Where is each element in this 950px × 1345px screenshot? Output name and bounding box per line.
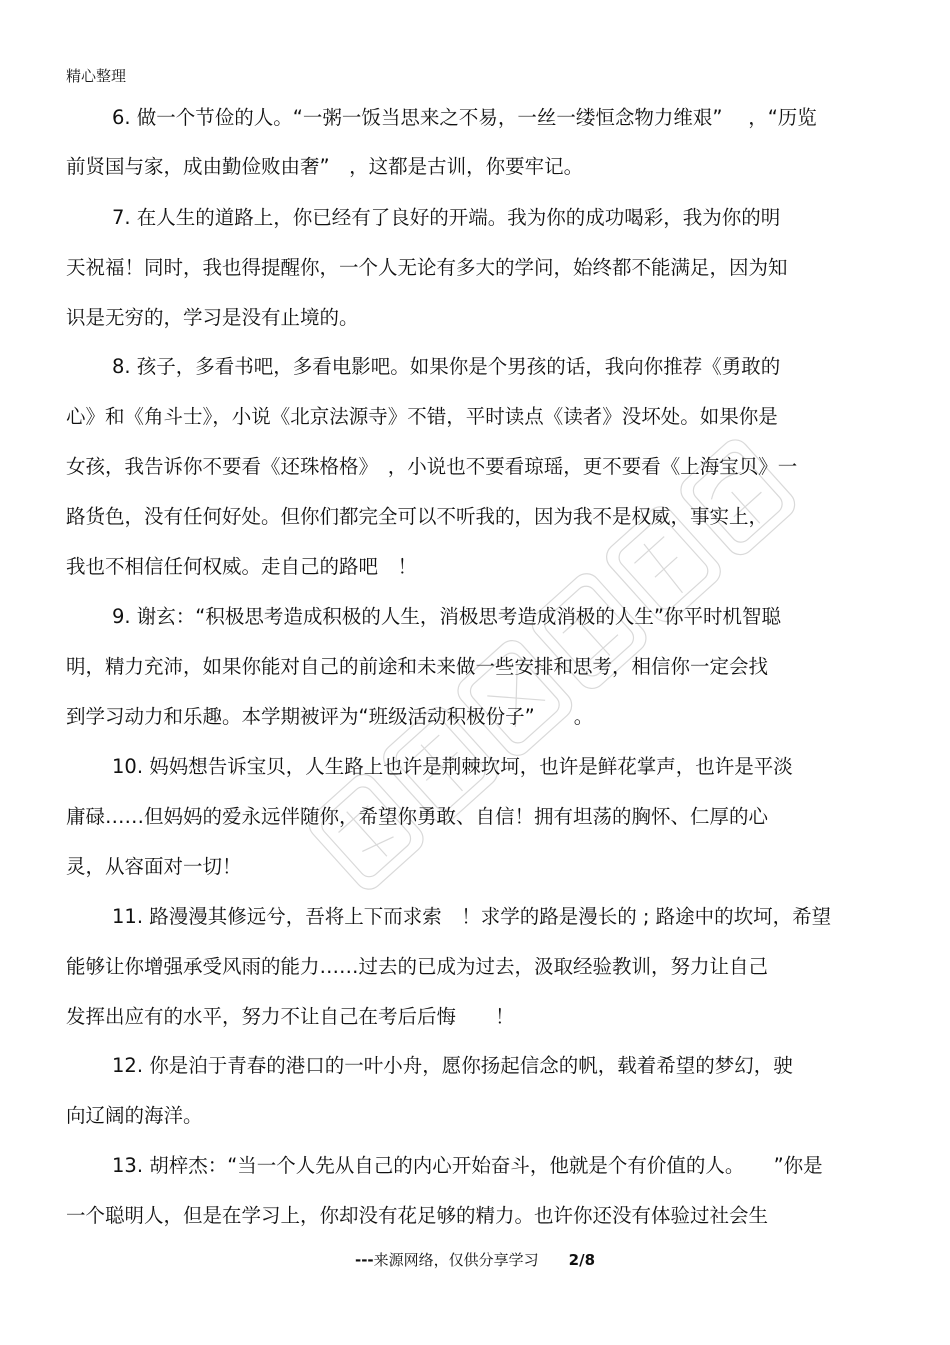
paragraph-10-line-1: 10. 妈妈想告诉宝贝，人生路上也许是荆棘坎坷，也许是鲜花掌声，也许是平淡 [112,755,793,778]
paragraph-9-line-1: 9. 谢玄：“积极思考造成积极的人生，消极思考造成消极的人生”你平时机智聪 [112,605,782,628]
paragraph-7-line-2: 天祝福！同时，我也得提醒你，一个人无论有多大的学问，始终都不能满足，因为知 [66,256,788,279]
footer-dash: --- [354,1251,374,1269]
paragraph-8-line-2: 心》和《角斗士》，小说《北京法源寺》不错，平时读点《读者》没坏处。如果你是 [66,405,778,428]
paragraph-12-line-1: 12. 你是泊于青春的港口的一叶小舟，愿你扬起信念的帆，载着希望的梦幻，驶 [112,1054,793,1077]
paragraph-10-line-2: 庸碌……但妈妈的爱永远伴随你，希望你勇敢、自信！拥有坦荡的胸怀、仁厚的心 [66,805,769,828]
page-footer [0,1250,950,1270]
paragraph-13-line-1: 13. 胡梓杰：“当一个人先从自己的内心开始奋斗，他就是个有价值的人。 ”你是 [112,1154,823,1177]
footer-source: 来源网络，仅供分享学习 [373,1251,539,1269]
paragraph-7-line-3: 识是无穷的，学习是没有止境的。 [66,306,359,329]
paragraph-8-line-4: 路货色，没有任何好处。但你们都完全可以不听我的，因为我不是权威，事实上， [66,505,769,528]
paragraph-7-line-1: 7. 在人生的道路上，你已经有了良好的开端。我为你的成功喝彩，我为你的明 [112,206,781,229]
page-number: 2/8 [568,1251,596,1269]
paragraph-6-line-2: 前贤国与家，成由勤俭败由奢” ，这都是古训，你要牢记。 [66,155,584,178]
paragraph-9-line-2: 明，精力充沛，如果你能对自己的前途和未来做一些安排和思考，相信你一定会找 [66,655,769,678]
paragraph-11-line-3: 发挥出应有的水平，努力不让自己在考后后悔 ！ [66,1005,515,1028]
paragraph-12-line-2: 向辽阔的海洋。 [66,1104,203,1127]
paragraph-8-line-3: 女孩，我告诉你不要看《还珠格格》 ，小说也不要看琼瑶，更不要看《上海宝贝》一 [66,455,798,478]
paragraph-13-line-2: 一个聪明人，但是在学习上，你却没有花足够的精力。也许你还没有体验过社会生 [66,1204,769,1227]
paragraph-8-line-5: 我也不相信任何权威。走自己的路吧 ！ [66,555,418,578]
paragraph-8-line-1: 8. 孩子，多看书吧，多看电影吧。如果你是个男孩的话，我向你推荐《勇敢的 [112,355,781,378]
paragraph-9-line-3: 到学习动力和乐趣。本学期被评为“班级活动积极份子” 。 [66,705,594,728]
paragraph-6-line-1: 6. 做一个节俭的人。“一粥一饭当思来之不易，一丝一缕恒念物力维艰” ，“历览 [112,106,817,129]
paragraph-11-line-2: 能够让你增强承受风雨的能力……过去的已成为过去，汲取经验教训，努力让自己 [66,955,769,978]
page-header-label: 精心整理 [66,67,127,85]
paragraph-10-line-3: 灵，从容面对一切！ [66,855,242,878]
paragraph-11-line-1: 11. 路漫漫其修远兮，吾将上下而求索 ！求学的路是漫长的 ; 路途中的坎坷，希望 [112,905,832,928]
